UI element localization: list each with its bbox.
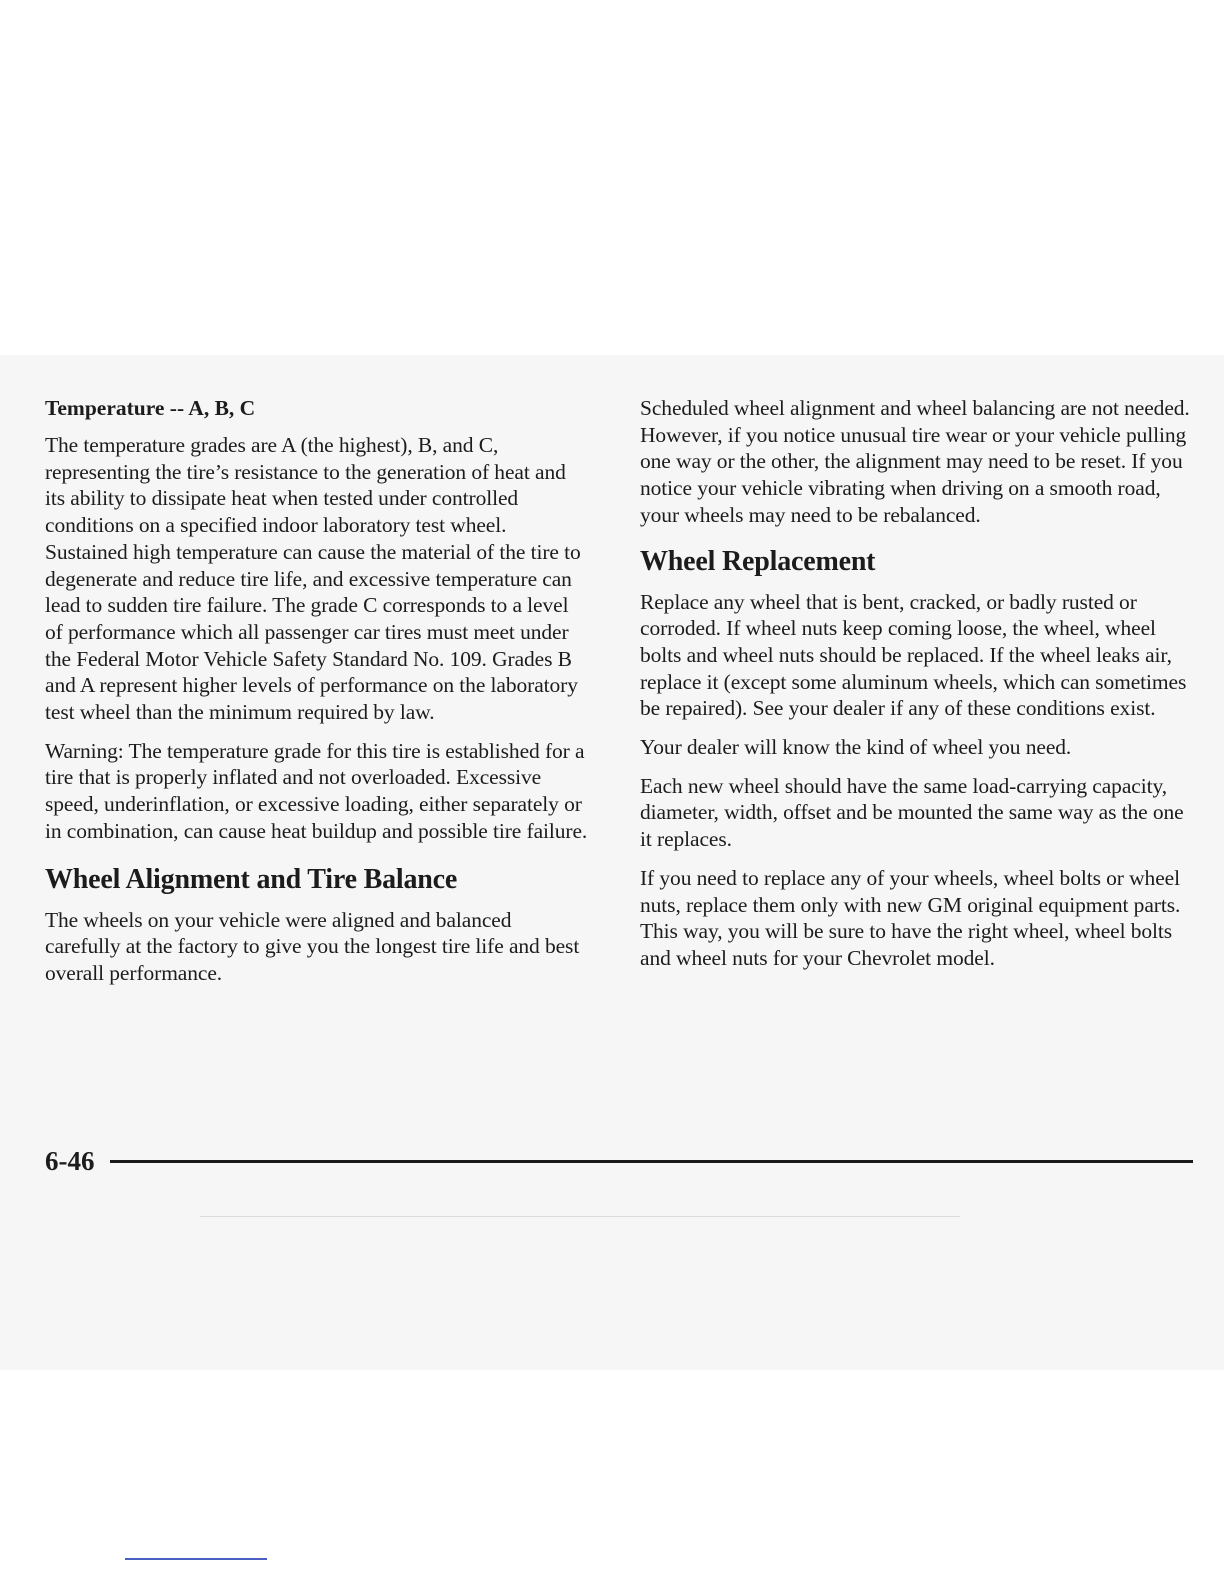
bottom-accent-rule — [125, 1558, 267, 1560]
replace-parts-paragraph: If you need to replace any of your wheels, wheel bolts or wheel nuts, replace them only with new GM original equipment parts. This way, you will be sure to have the right wheel, wheel bolts and wheel nuts for your Chevrolet model. — [640, 865, 1181, 970]
page-number: 6-46 — [45, 1146, 95, 1176]
temperature-heading: Temperature -- A, B, C — [45, 396, 256, 420]
wheel-replacement-paragraph: Replace any wheel that is bent, cracked, or badly rusted or corroded. If wheel nuts keep coming loose, the wheel, wheel bolts and wheel nuts should be replaced. If the wheel leaks air, replace it (except some aluminum wheels, which can sometimes be repaired). See your dealer if any of these conditions exist. — [640, 589, 1187, 721]
right-column — [640, 395, 1200, 984]
scheduled-alignment-paragraph: Scheduled wheel alignment and wheel balancing are not needed. However, if you notice unusual tire wear or your vehicle pulling one way or the other, the alignment may need to be reset. If you notice your vehicle vibrating when driving on a smooth road, your wheels may need to be rebalanced. — [640, 396, 1190, 527]
wheel-alignment-paragraph: The wheels on your vehicle were aligned and balanced carefully at the factory to give you the longest tire life and best overall performance. — [45, 907, 580, 985]
dealer-paragraph: Your dealer will know the kind of wheel you need. — [640, 735, 1072, 760]
wheel-replacement-heading: Wheel Replacement — [640, 545, 876, 577]
warning-paragraph: Warning: The temperature grade for this tire is established for a tire that is properly inflated and not overloaded. Excessive speed, underinflation, or excessive loading, either separately or in combination, can cause heat buildup and possible tire failure. — [45, 738, 588, 843]
temperature-paragraph: The temperature grades are A (the highest), B, and C, representing the tire’s resistance to the generation of heat and its ability to dissipate heat when tested under controlled conditions on a specified indoor laboratory test wheel. Sustained high temperature can cause the material of the tire to degenerate and reduce tire life, and excessive temperature can lead to sudden tire failure. The grade C corresponds to a level of performance which all passenger car tires must meet under the Federal Motor Vehicle Safety Standard No. 109. Grades B and A represent higher levels of performance on the laboratory test wheel than the minimum required by law. — [45, 433, 581, 725]
left-column — [45, 395, 590, 999]
faint-divider — [200, 1216, 960, 1217]
page-footer — [45, 1143, 1193, 1179]
footer-rule — [110, 1160, 1193, 1163]
wheel-alignment-heading: Wheel Alignment and Tire Balance — [45, 863, 458, 895]
new-wheel-paragraph: Each new wheel should have the same load-carrying capacity, diameter, width, offset and be mounted the same way as the one it replaces. — [640, 773, 1184, 852]
